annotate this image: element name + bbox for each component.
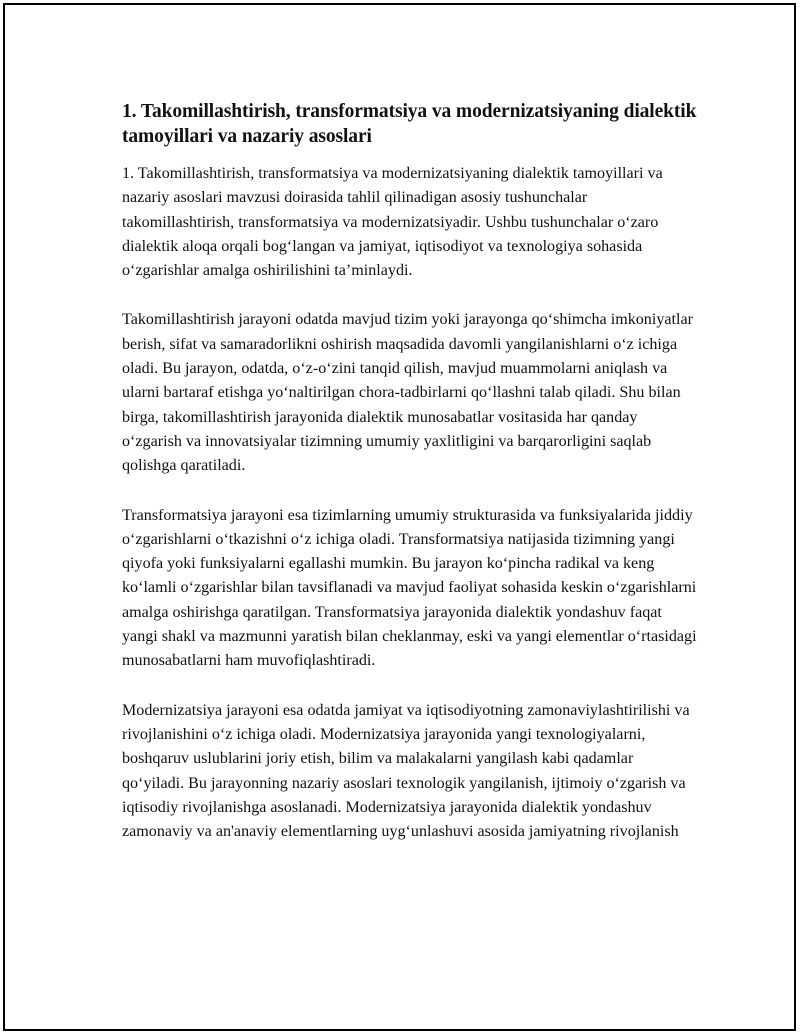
paragraph-2: Takomillashtirish jarayoni odatda mavjud tizim yoki jarayonga qo‘shimcha imkoniyatlar berish, sifat va samaradorlikni oshirish maqsadida davomli yangilanishlarni o‘z ichiga oladi. Bu jarayon, odatda, o‘z-o‘zini tanqid qilish, mavjud muammolarni aniqlash va ularni bartaraf etishga yo‘naltirilgan chora-tadbirlarni qo‘llashni talab qiladi. Shu bilan birga, takomillashtirish jarayonida dialektik munosabatlar vositasida har qanday o‘zgarish va innovatsiyalar tizimning umumiy yaxlitligini va barqarorligini saqlab qolishga qaratiladi. — [122, 311, 693, 475]
document-body — [122, 99, 697, 869]
page-frame — [3, 3, 796, 1031]
section-heading: 1. Takomillashtirish, transformatsiya va modernizatsiyaning dialektik tamoyillari va nazariy asoslari — [122, 101, 697, 147]
paragraph-4: Modernizatsiya jarayoni esa odatda jamiyat va iqtisodiyotning zamonaviylashtirilishi va rivojlanishini o‘z ichiga oladi. Modernizatsiya jarayonida yangi texnologiyalarni, boshqaruv uslublarini joriy etish, bilim va malakalarni yangilash kabi qadamlar qo‘yiladi. Bu jarayonning nazariy asoslari texnologik yangilanish, ijtimoiy o‘zgarish va iqtisodiy rivojlanishga asoslanadi. Modernizatsiya jarayonida dialektik yondashuv zamonaviy va an'anaviy elementlarning uyg‘unlashuvi asosida jamiyatning rivojlanish — [122, 701, 690, 841]
paragraph-3: Transformatsiya jarayoni esa tizimlarning umumiy strukturasida va funksiyalarida jiddiy o‘zgarishlarni o‘tkazishni o‘z ichiga oladi. Transformatsiya natijasida tizimning yangi qiyofa yoki funksiyalarni egallashi mumkin. Bu jarayon ko‘pincha radikal va keng ko‘lamli o‘zgarishlar bilan tavsiflanadi va mavjud faoliyat sohasida keskin o‘zgarishlarni amalga oshirishga qaratilgan. Transformatsiya jarayonida dialektik yondashuv faqat yangi shakl va mazmunni yaratish bilan cheklanmay, eski va yangi elementlar o‘rtasidagi munosabatlarni ham muvofiqlashtiradi. — [122, 506, 697, 670]
paragraph-1: 1. Takomillashtirish, transformatsiya va modernizatsiyaning dialektik tamoyillari va nazariy asoslari mavzusi doirasida tahlil qilinadigan asosiy tushunchalar takomillashtirish, transformatsiya va modernizatsiyadir. Ushbu tushunchalar o‘zaro dialektik aloqa orqali bog‘langan va jamiyat, iqtisodiyot va texnologiya sohasida o‘zgarishlar amalga oshirilishini ta’minlaydi. — [122, 165, 663, 280]
